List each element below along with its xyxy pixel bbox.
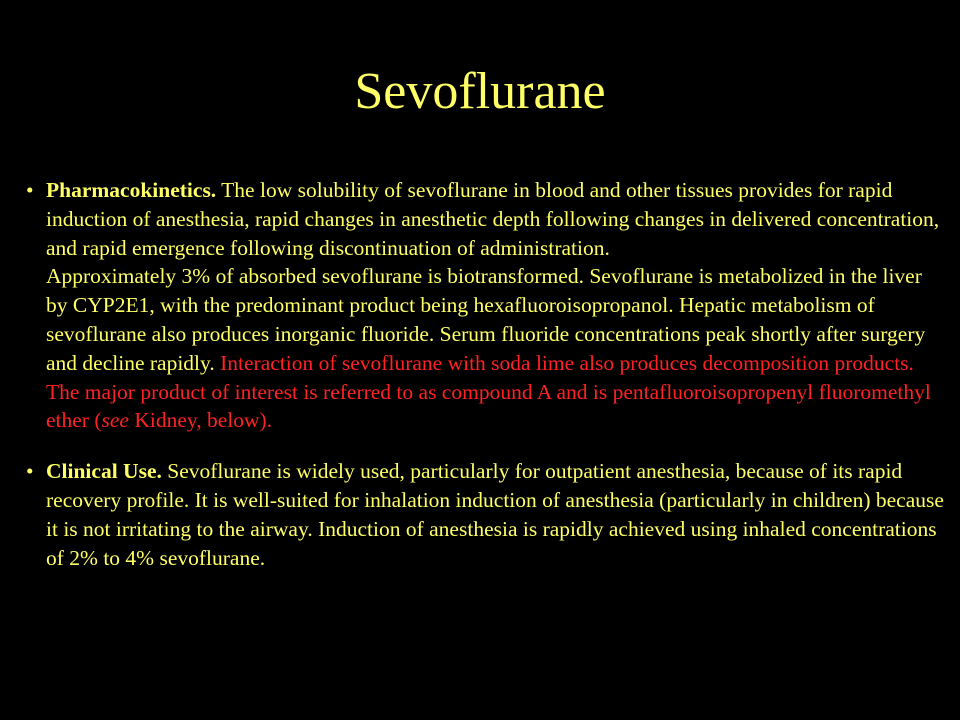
highlight-text: Interaction of sevoflurane with soda lime also produces decomposition products. The major product of interest is referred to as compound A and is pentafluoroisopropenyl fluoromethyl ether (: [46, 350, 931, 433]
bullet-marker-icon: •: [26, 178, 34, 202]
bullet-heading: Pharmacokinetics.: [46, 178, 217, 202]
bullet-pharmacokinetics: [26, 176, 946, 435]
slide-content: [26, 176, 946, 572]
bullet-text: [46, 262, 946, 435]
slide-title: Sevoflurane: [354, 63, 606, 120]
bullet-paragraph: The low solubility of sevoflurane in blood and other tissues provides for rapid induction of anesthesia, rapid changes in anesthetic depth following changes in delivered concentration, and rapid emergence following discontinuation of administration.: [46, 178, 940, 260]
highlight-italic-text: see: [101, 408, 129, 433]
bullet-paragraph: Sevoflurane is widely used, particularly for outpatient anesthesia, because of its rapid recovery profile. It is well-suited for inhalation induction of anesthesia (particularly in children) because it is not irritating to the airway. Induction of anesthesia is rapidly achieved using inhaled concentrations of 2% to 4% sevoflurane.: [46, 459, 944, 570]
highlight-text: Kidney, below).: [128, 408, 273, 433]
bullet-text: [46, 457, 946, 572]
bullet-clinical-use: [26, 457, 946, 572]
bullet-heading: Clinical Use.: [46, 459, 162, 484]
bullet-text: [46, 176, 946, 262]
bullet-paragraph: Approximately 3% of absorbed sevoflurane is biotransformed. Sevoflurane is metabolized in the liver by CYP2E1, with the predominant product being hexafluoroisopropanol. Hepatic metabolism of sevoflurane also produces inorganic fluoride. Serum fluoride concentrations peak shortly after surgery and decline rapidly.: [46, 264, 926, 375]
bullet-marker-icon: •: [26, 459, 34, 484]
